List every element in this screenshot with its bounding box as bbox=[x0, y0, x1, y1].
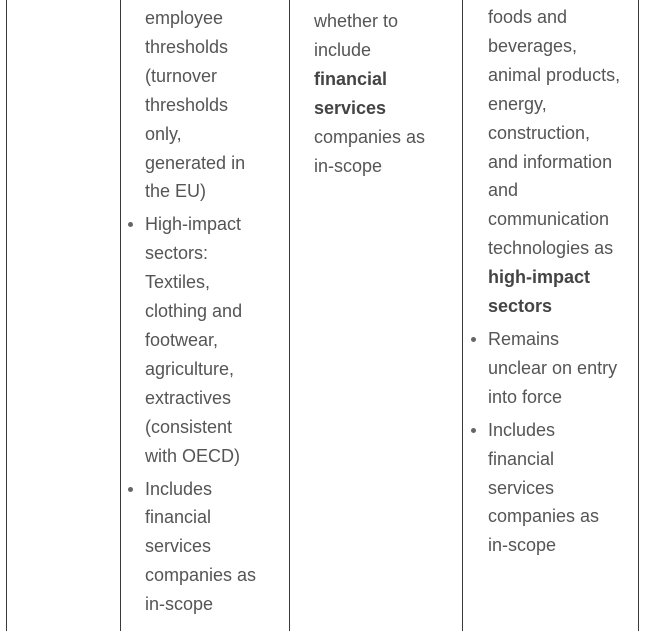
table-cell-col3 bbox=[314, 7, 459, 180]
cell-text: communication bbox=[488, 209, 610, 230]
cell-text: footwear, bbox=[145, 329, 219, 350]
cell-text: companies as bbox=[314, 126, 426, 147]
cell-text: construction, bbox=[488, 122, 591, 143]
cell-text: Textiles, bbox=[145, 272, 211, 293]
cell-text: include bbox=[314, 39, 372, 60]
cell-text: financial bbox=[145, 507, 212, 528]
cell-text: whether to bbox=[314, 11, 399, 31]
table-border-left bbox=[6, 0, 7, 631]
cell-text: beverages, bbox=[488, 35, 578, 56]
cell-text: foods and bbox=[488, 7, 568, 27]
list-item bbox=[488, 325, 636, 412]
cell-text: energy, bbox=[488, 93, 547, 114]
cell-text: Remains bbox=[488, 328, 560, 349]
cell-text: only, bbox=[145, 123, 182, 144]
cell-text: Includes bbox=[145, 478, 213, 499]
bullet-list bbox=[488, 3, 636, 560]
cell-text: agriculture, bbox=[145, 358, 235, 379]
cell-text: (turnover bbox=[145, 65, 218, 86]
cell-text: High-impact bbox=[145, 214, 242, 235]
table-cell-col2 bbox=[145, 4, 285, 623]
cell-text-bold: services bbox=[314, 97, 387, 118]
cell-text: (consistent bbox=[145, 416, 233, 437]
cell-text: in-scope bbox=[314, 155, 383, 176]
bullet-list bbox=[145, 4, 285, 619]
list-item bbox=[145, 475, 285, 620]
cell-text: companies as bbox=[488, 506, 600, 527]
cell-text: with OECD) bbox=[145, 445, 241, 466]
cell-text-bold: high-impact bbox=[488, 267, 590, 288]
cell-text: the EU) bbox=[145, 181, 207, 202]
cell-text: and information bbox=[488, 151, 613, 172]
cell-text: companies as bbox=[145, 565, 257, 586]
cell-text: and bbox=[488, 180, 519, 201]
cell-text-bold: financial bbox=[314, 68, 388, 89]
cell-text: Includes bbox=[488, 419, 556, 440]
list-item bbox=[488, 3, 636, 321]
cell-text: into force bbox=[488, 386, 563, 407]
cell-text: extractives bbox=[145, 387, 232, 408]
cell-text: employee bbox=[145, 8, 224, 28]
cell-text: unclear on entry bbox=[488, 357, 618, 378]
cell-text: in-scope bbox=[488, 535, 557, 556]
table-divider-3 bbox=[462, 0, 463, 631]
cell-text: thresholds bbox=[145, 36, 229, 57]
table-cell-col4 bbox=[488, 3, 636, 564]
list-item bbox=[145, 4, 285, 206]
cell-text-bold: sectors bbox=[488, 296, 553, 317]
cell-text: services bbox=[145, 536, 212, 557]
cell-text: technologies as bbox=[488, 238, 614, 259]
table-border-right bbox=[638, 0, 639, 631]
cell-text: generated in bbox=[145, 152, 246, 173]
cell-text: financial bbox=[488, 448, 555, 469]
list-item bbox=[488, 416, 636, 561]
cell-text: in-scope bbox=[145, 594, 214, 615]
cell-text: clothing and bbox=[145, 301, 243, 322]
table-divider-1 bbox=[120, 0, 121, 631]
cell-text: thresholds bbox=[145, 94, 229, 115]
cell-text: animal products, bbox=[488, 64, 621, 85]
cell-text: services bbox=[488, 477, 555, 498]
table-divider-2 bbox=[289, 0, 290, 631]
list-item bbox=[145, 210, 285, 470]
cell-text: sectors: bbox=[145, 243, 209, 264]
